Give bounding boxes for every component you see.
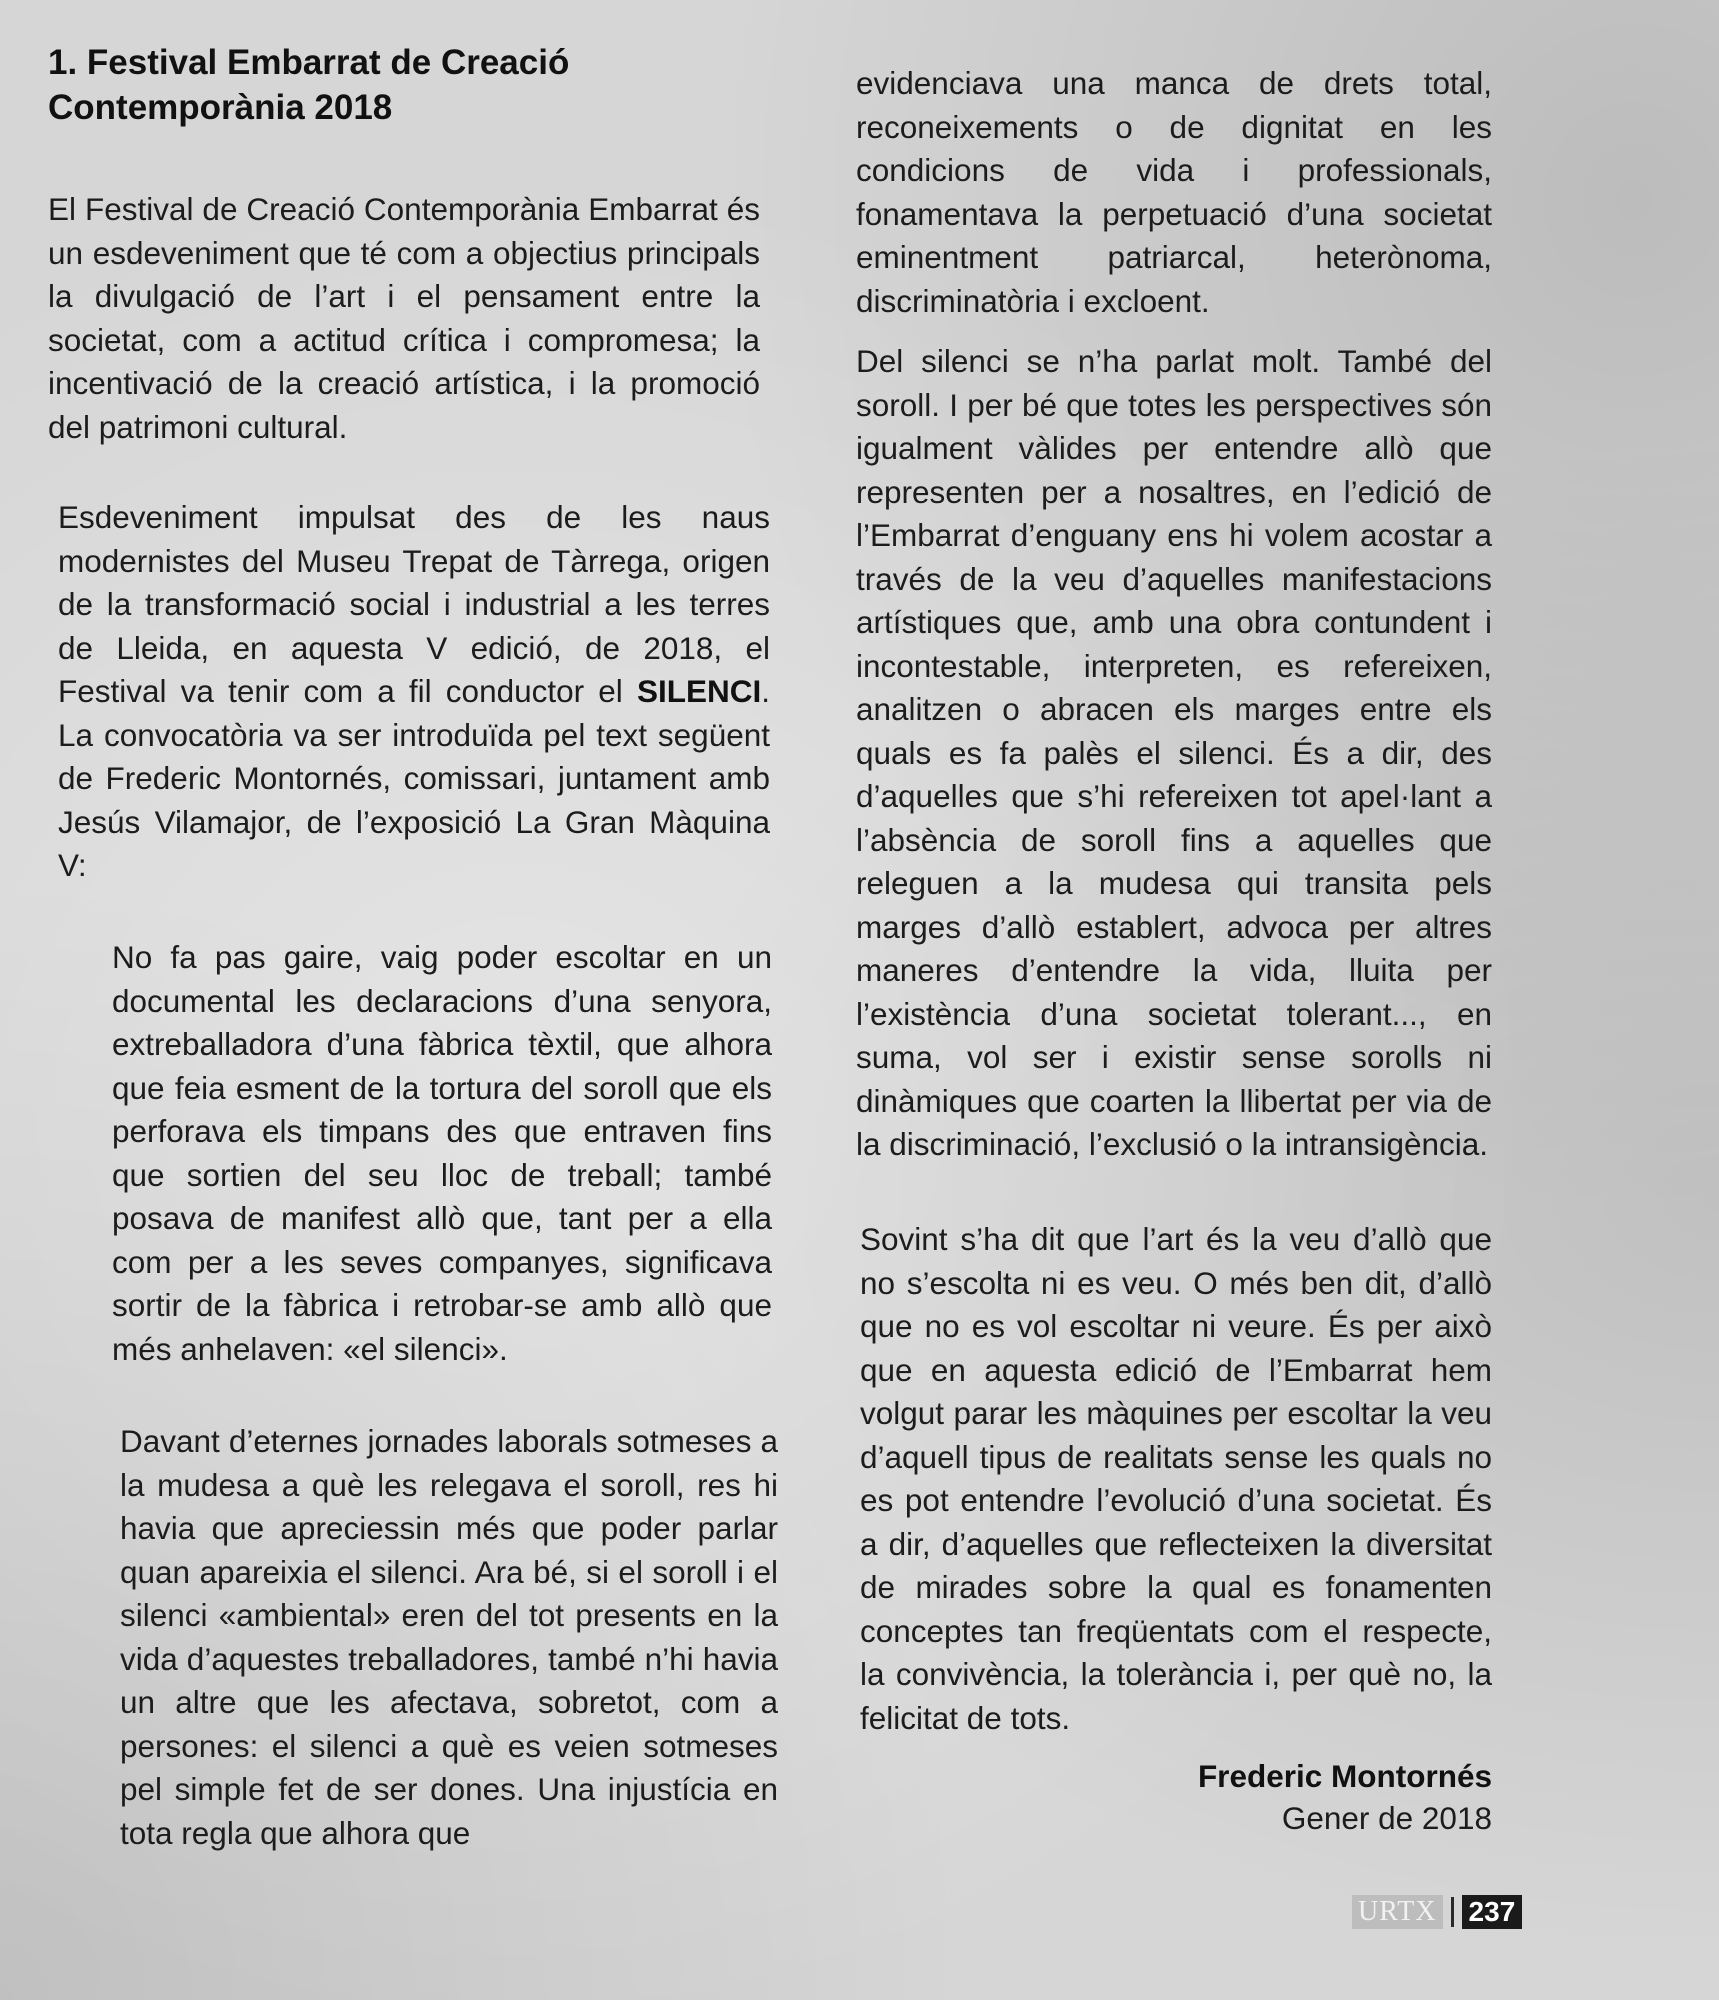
journal-logo: URTX	[1352, 1895, 1443, 1929]
quote-paragraph-2: Davant d’eternes jornades laborals sotmeses a la mudesa a què les relegava el soroll, res hi havia que apreciessin més que poder parlar quan apareixia el silenci. Ara bé, si el soroll i el silenci «ambiental» eren del tot presents en la vida d’aquestes treballadores, també n’hi havia un altre que les afectava, sobretot, com a persones: el silenci a què es veien sotmeses pel simple fet de ser dones. Una injustícia en tota regla que alhora que	[120, 1423, 778, 1851]
intro-paragraph: El Festival de Creació Contemporània Embarrat és un esdeveniment que té com a objectius principals la divulgació de l’art i el pensament entre la societat, com a actitud crítica i compromesa; la incentivació de la creació artística, i la promoció del patrimoni cultural.	[48, 191, 760, 445]
page-folio	[1352, 1895, 1522, 1929]
theme-keyword: SILENCI	[636, 673, 762, 709]
article-title: 1. Festival Embarrat de Creació Contemporània 2018	[48, 43, 570, 127]
quote-paragraph-3: evidenciava una manca de drets total, reconeixements o de dignitat en les condicions de vida i professionals, fonamentava la perpetuació d’una societat eminentment patriarcal, heterònoma, discriminatòria i excloent.	[856, 65, 1492, 319]
context-paragraph	[58, 496, 770, 888]
quote-paragraph-4: Del silenci se n’ha parlat molt. També del soroll. I per bé que totes les perspectives són igualment vàlides per entendre allò que representen per a nosaltres, en l’edició de l’Embarrat d’enguany ens hi volem acostar a través de la veu d’aquelles manifestacions artístiques que, amb una obra contundent i incontestable, interpreten, es refereixen, analitzen o abracen els marges entre els quals es fa palès el silenci. És a dir, des d’aquelles que s’hi refereixen tot apel·lant a l’absència de soroll fins a aquelles que releguen a la mudesa qui transita pels marges d’allò establert, advoca per altres maneres d’entendre la vida, lluita per l’existència d’una societat tolerant..., en suma, vol ser i existir sense sorolls ni dinàmiques que coarten la llibertat per via de la discriminació, l’exclusió o la intransigència.	[856, 343, 1492, 1162]
signature-name: Frederic Montornés	[1197, 1758, 1492, 1794]
quote-paragraph-1: No fa pas gaire, vaig poder escoltar en un documental les declaracions d’una senyora, extreballadora d’una fàbrica tèxtil, que alhora que feia esment de la tortura del soroll que els perforava els timpans des que entraven fins que sortien del seu lloc de treball; també posava de manifest allò que, tant per a ella com per a les seves companyes, significava sortir de la fàbrica i retrobar-se amb allò que més anhelaven: «el silenci».	[112, 939, 772, 1367]
page-number: 237	[1462, 1895, 1523, 1929]
signature-date: Gener de 2018	[1281, 1800, 1492, 1836]
quote-paragraph-5: Sovint s’ha dit que l’art és la veu d’allò que no s’escolta ni es veu. O més ben dit, d’allò que no es vol escoltar ni veure. És per això que en aquesta edició de l’Embarrat hem volgut parar les màquines per escoltar la veu d’aquell tipus de realitats sense les quals no es pot entendre l’evolució d’una societat. És a dir, d’aquelles que reflecteixen la diversitat de mirades sobre la qual es fonamenten conceptes tan freqüentats com el respecte, la convivència, la tolerància i, per què no, la felicitat de tots.	[860, 1221, 1492, 1736]
context-text-before: Esdeveniment impulsat des de les naus modernistes del Museu Trepat de Tàrrega, origen de la transformació social i industrial a les terres de Lleida, en aquesta V edició, de 2018, el Festival va tenir com a fil conductor el	[58, 499, 770, 709]
signature-block	[1198, 1755, 1492, 1839]
folio-divider	[1451, 1897, 1454, 1927]
context-text-after: . La convocatòria va ser introduïda pel text següent de Frederic Montornés, comissari, juntament amb Jesús Vilamajor, de l’exposició La Gran Màquina V:	[58, 673, 770, 883]
